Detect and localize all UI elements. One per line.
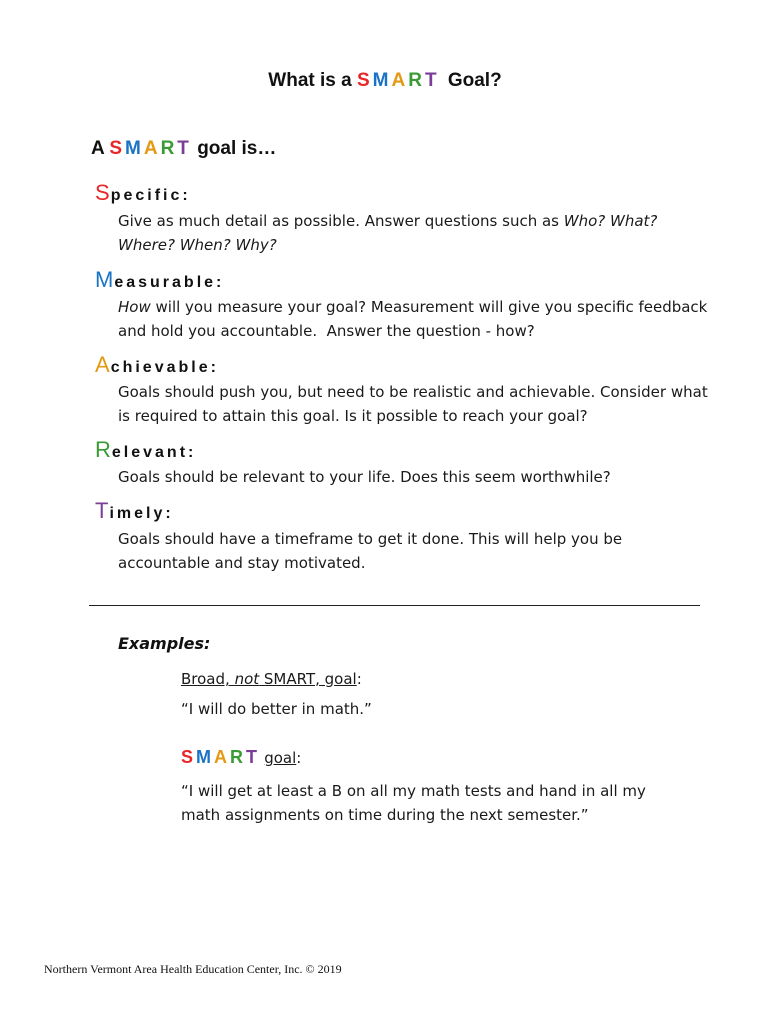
smart-letter-s: S [109, 138, 125, 159]
smart-goal-label [181, 745, 701, 771]
heading-letter: T [95, 498, 110, 523]
smart-letter-a: A [143, 138, 161, 159]
heading-achievable [95, 352, 219, 378]
broad-goal-label: Broad, not SMART, goal: [181, 670, 362, 688]
smart-letter-s: S [181, 747, 197, 767]
heading-measurable [95, 267, 224, 293]
heading-letter: A [95, 352, 111, 377]
heading-relevant [95, 437, 196, 463]
body-achievable: Goals should push you, but need to be realistic and achievable. Consider what is required to attain this goal. Is it possible to reach your goal? [118, 383, 708, 425]
title-prefix: What is a [268, 70, 352, 91]
body-timely: Goals should have a timeframe to get it done. This will help you be accountable and stay motivated. [118, 530, 623, 572]
smart-letter-m: M [196, 747, 215, 767]
heading-letter: S [95, 180, 111, 205]
title-smart-word [357, 70, 448, 91]
body-measurable: How will you measure your goal? Measurement will give you specific feedback and hold you accountable. Answer the question - how? [118, 298, 708, 340]
smart-letter-a: A [214, 747, 231, 767]
heading-specific [95, 180, 191, 206]
page-title [0, 70, 770, 92]
heading-letter: R [95, 437, 112, 462]
smart-letter-t: T [177, 138, 192, 159]
heading-rest: elevant: [111, 444, 197, 461]
smart-goal-quote: “I will get at least a B on all my math tests and hand in all my math assignments on time during the next semester.” [181, 782, 646, 824]
heading-rest: chievable: [110, 359, 219, 376]
smart-letter-r: R [160, 138, 178, 159]
section-divider [89, 605, 700, 606]
intro-smart-word [109, 138, 192, 159]
smart-letter-t: T [246, 747, 261, 767]
heading-timely [95, 498, 174, 524]
goal-word: goal [264, 749, 297, 767]
smart-letter-r: R [408, 70, 425, 91]
footer-copyright: Northern Vermont Area Health Education Center, Inc. © 2019 [44, 962, 342, 976]
body-relevant: Goals should be relevant to your life. Does this seem worthwhile? [118, 468, 611, 486]
smart-goal-word [181, 747, 260, 767]
smart-letter-s: S [356, 70, 373, 91]
goal-colon: : [296, 749, 302, 767]
intro-line [91, 138, 276, 160]
heading-letter: M [95, 267, 115, 292]
smart-letter-a: A [391, 70, 409, 91]
smart-letter-m: M [125, 138, 144, 159]
title-suffix: Goal? [447, 70, 502, 91]
smart-letter-r: R [230, 747, 247, 767]
broad-goal-quote: “I will do better in math.” [181, 700, 372, 718]
intro-suffix: goal is… [197, 138, 277, 159]
smart-letter-t: T [424, 70, 440, 91]
examples-label: Examples: [118, 634, 211, 653]
intro-prefix: A [91, 138, 105, 159]
heading-rest: imely: [109, 505, 174, 522]
smart-letter-m: M [372, 70, 392, 91]
body-specific: Give as much detail as possible. Answer questions such as Who? What? Where? When? Why? [118, 212, 658, 254]
heading-rest: easurable: [114, 274, 225, 291]
heading-rest: pecific: [110, 187, 191, 204]
